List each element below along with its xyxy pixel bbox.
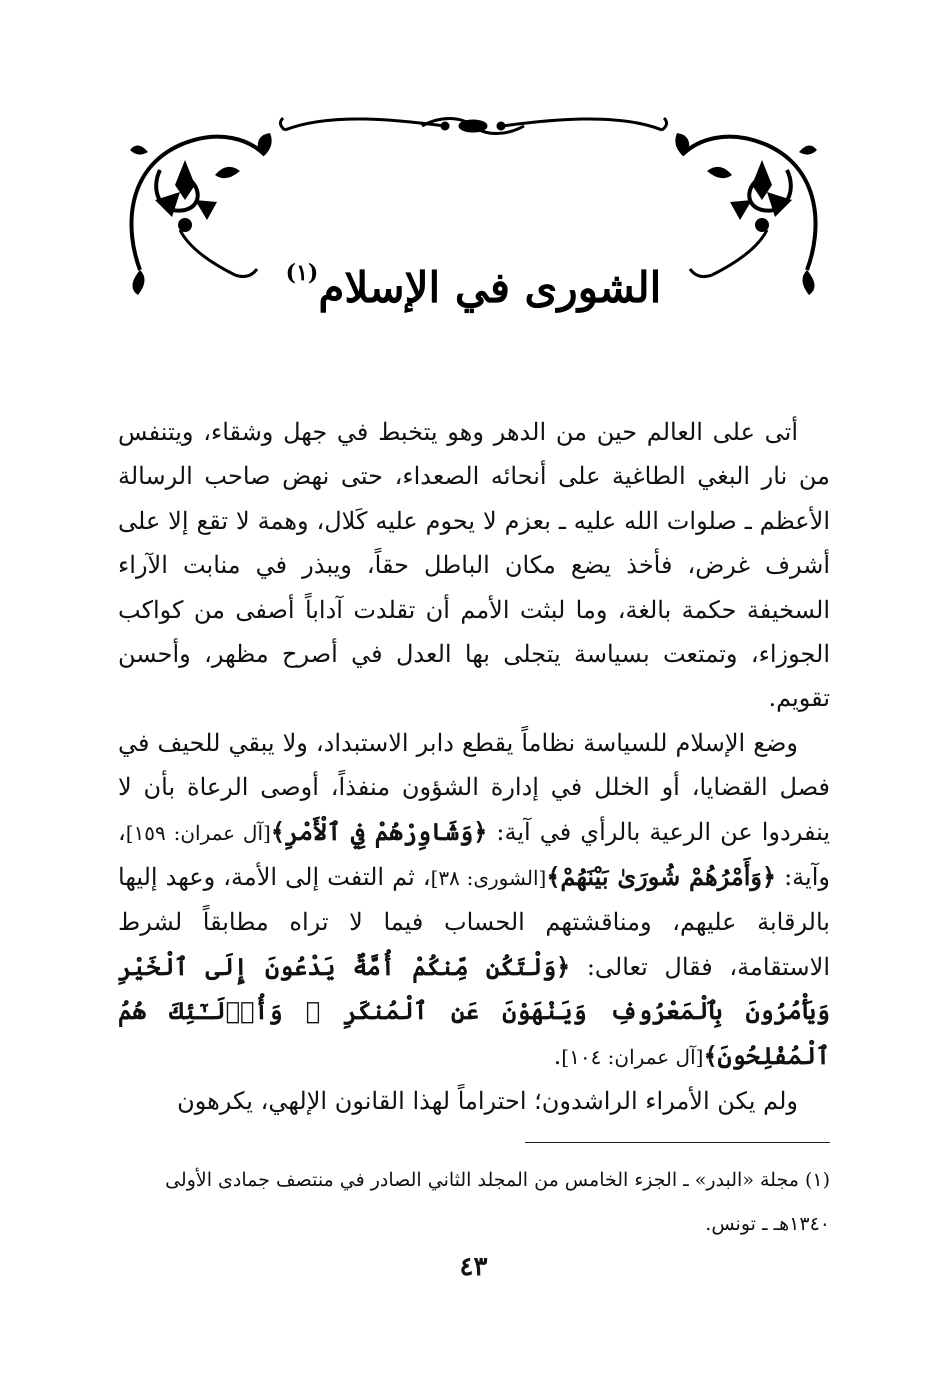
paragraph-text: ، وآية: <box>118 817 830 892</box>
verse-reference: [آل عمران: ١٥٩] <box>125 820 271 845</box>
verse-reference: [الشورى: ٣٨] <box>430 866 547 891</box>
paragraph <box>118 721 830 1079</box>
chapter-title-text: الشورى في الإسلام <box>318 263 662 313</box>
paragraph: أتى على العالم حين من الدهر وهو يتخبط في جهل وشقاء، ويتنفس من نار البغي الطاغية على أنحائه الصعداء، حتى نهض صاحب الرسالة الأعظم ـ صلوات الله عليه ـ بعزم لا يحوم عليه كَلال، وهمة لا تقع إلا على أشرف غرض، فأخذ يضع مكان الباطل حقاً، ويبذر في منابت الآراء السخيفة حكمة بالغة، وما لبثت الأمم أن تقلدت آداباً أصفى من كواكب الجوزاء، وتمتعت بسياسة يتجلى بها العدل في أصرح مظهر، وأحسن تقويم. <box>118 418 831 713</box>
footnote-line: (١) مجلة «البدر» ـ الجزء الخامس من المجلد الثاني الصادر في منتصف جمادى الأولى <box>165 1169 830 1191</box>
page-number: ٤٣ <box>459 1252 488 1282</box>
paragraph-text: وضع الإسلام للسياسة نظاماً يقطع دابر الاستبداد، ولا يبقي للحيف في فصل القضايا، أو الخلل في إدارة الشؤون منفذاً، أوصى الرعاة بأن لا ينفردوا عن الرعية بالرأي في آية: <box>118 728 830 846</box>
scroll-flourish-icon <box>280 118 666 134</box>
quran-verse: ﴿وَأَمْرُهُمْ شُورَىٰ بَيْنَهُمْ﴾ <box>546 862 777 892</box>
paragraph-text: ، ثم التفت إلى الأمة، وعهد إليها بالرقابة عليهم، ومناقشتهم الحساب فيما لا تراه مطابقاً لشرط الاستقامة، فقال تعالى: <box>118 863 830 981</box>
quran-verse: ﴿وَشَاوِرْهُمْ فِي ٱلْأَمْرِ﴾ <box>270 816 488 846</box>
footnotes <box>118 1158 830 1246</box>
quran-verse: ﴿وَلْتَكُن مِّنكُمْ أُمَّةٌ يَدْعُونَ إِلَى ٱلْخَيْرِ وَيَأْمُرُونَ بِٱلْمَعْرُوفِ وَيَنْهَوْنَ عَنِ ٱلْمُنكَرِ ۚ وَأُو۟لَـٰٓئِكَ هُمُ ٱلْمُفْلِحُونَ﴾ <box>118 951 830 1070</box>
body-text <box>118 410 830 1124</box>
footnote-line: ١٣٤٠هـ ـ تونس. <box>705 1213 830 1235</box>
verse-reference: [آل عمران: ١٠٤] <box>561 1044 704 1069</box>
paragraph-text: . <box>553 1041 562 1070</box>
paragraph: ولم يكن الأمراء الراشدون؛ احتراماً لهذا القانون الإلهي، يكرهون <box>177 1087 798 1116</box>
chapter-title <box>0 260 947 312</box>
title-footnote-marker: (١) <box>285 260 319 287</box>
footnote-divider <box>525 1142 830 1143</box>
